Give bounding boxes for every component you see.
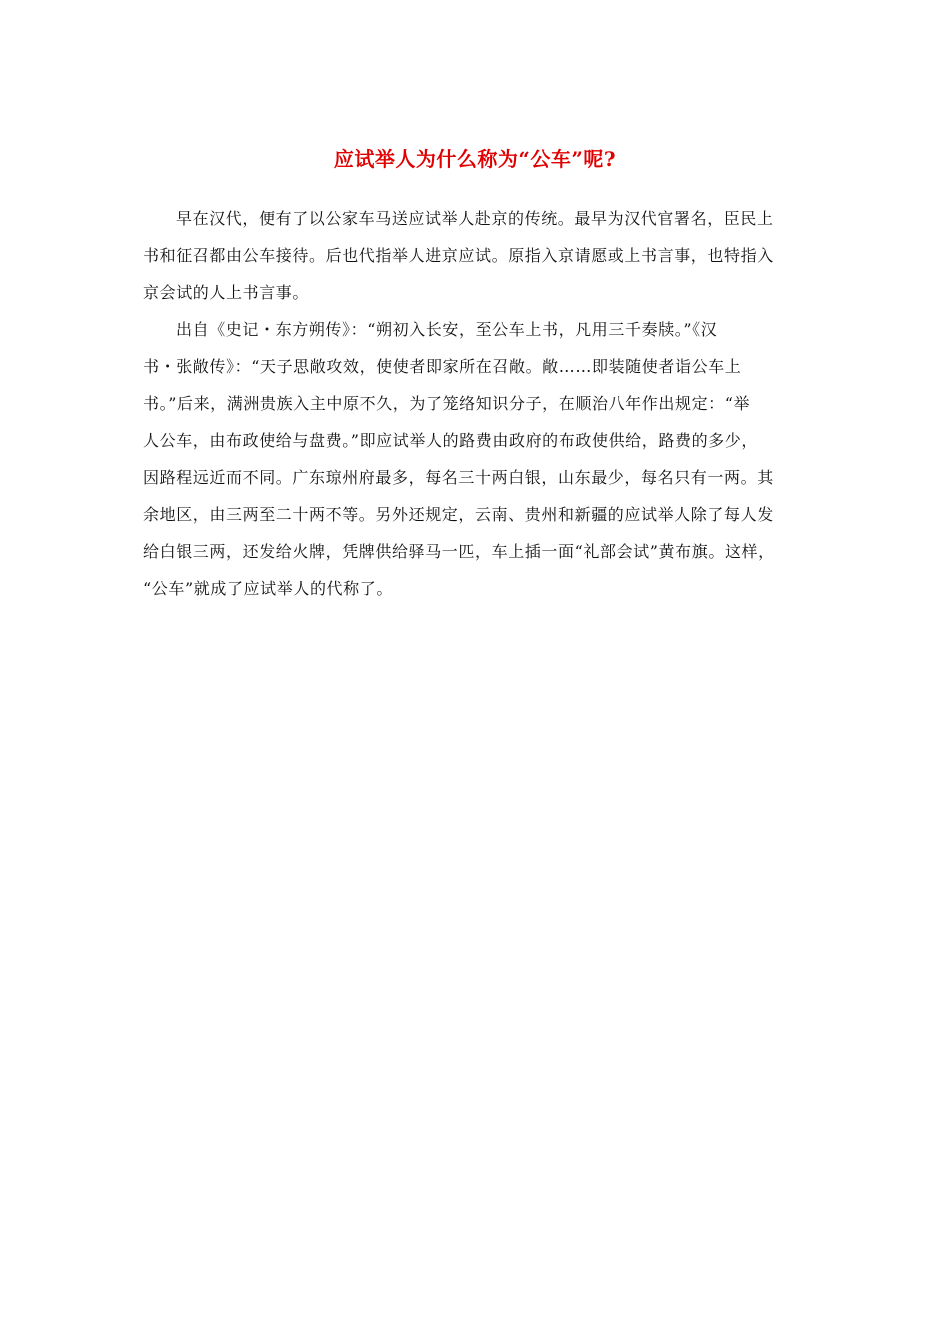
paragraph-1 [143, 205, 823, 307]
paragraph-2-line-8: “公车”就成了应试举人的代称了。 [143, 579, 393, 598]
paragraph-2-line-3: 书。”后来，满洲贵族入主中原不久，为了笼络知识分子，在顺治八年作出规定：“举 [143, 394, 751, 413]
paragraph-2-line-2: 书・张敞传》：“天子思敞攻效，使使者即家所在召敞。敞……即装随使者诣公车上 [143, 357, 742, 376]
paragraph-2-line-4: 人公车，由布政使给与盘费。”即应试举人的路费由政府的布政使供给，路费的多少， [143, 431, 758, 450]
paragraph-2-line-5: 因路程远近而不同。广东琼州府最多，每名三十两白银，山东最少，每名只有一两。其 [143, 468, 774, 487]
paragraph-2-line-1: 出自《史记・东方朔传》：“朔初入长安，至公车上书，凡用三千奏牍。”《汉 [176, 320, 718, 339]
paragraph-2-line-6: 余地区，由三两至二十两不等。另外还规定，云南、贵州和新疆的应试举人除了每人发 [143, 505, 774, 524]
paragraph-1-line-1: 早在汉代，便有了以公家车马送应试举人赴京的传统。最早为汉代官署名，臣民上 [176, 209, 774, 228]
document-title: 应试举人为什么称为“公车”呢? [333, 147, 617, 171]
paragraph-1-line-3: 京会试的人上书言事。 [143, 283, 310, 302]
document-body [143, 205, 823, 612]
paragraph-2 [143, 316, 823, 603]
paragraph-2-line-7: 给白银三两，还发给火牌，凭牌供给驿马一匹，车上插一面“礼部会试”黄布旗。这样， [143, 542, 775, 561]
paragraph-1-line-2: 书和征召都由公车接待。后也代指举人进京应试。原指入京请愿或上书言事，也特指入 [143, 246, 774, 265]
